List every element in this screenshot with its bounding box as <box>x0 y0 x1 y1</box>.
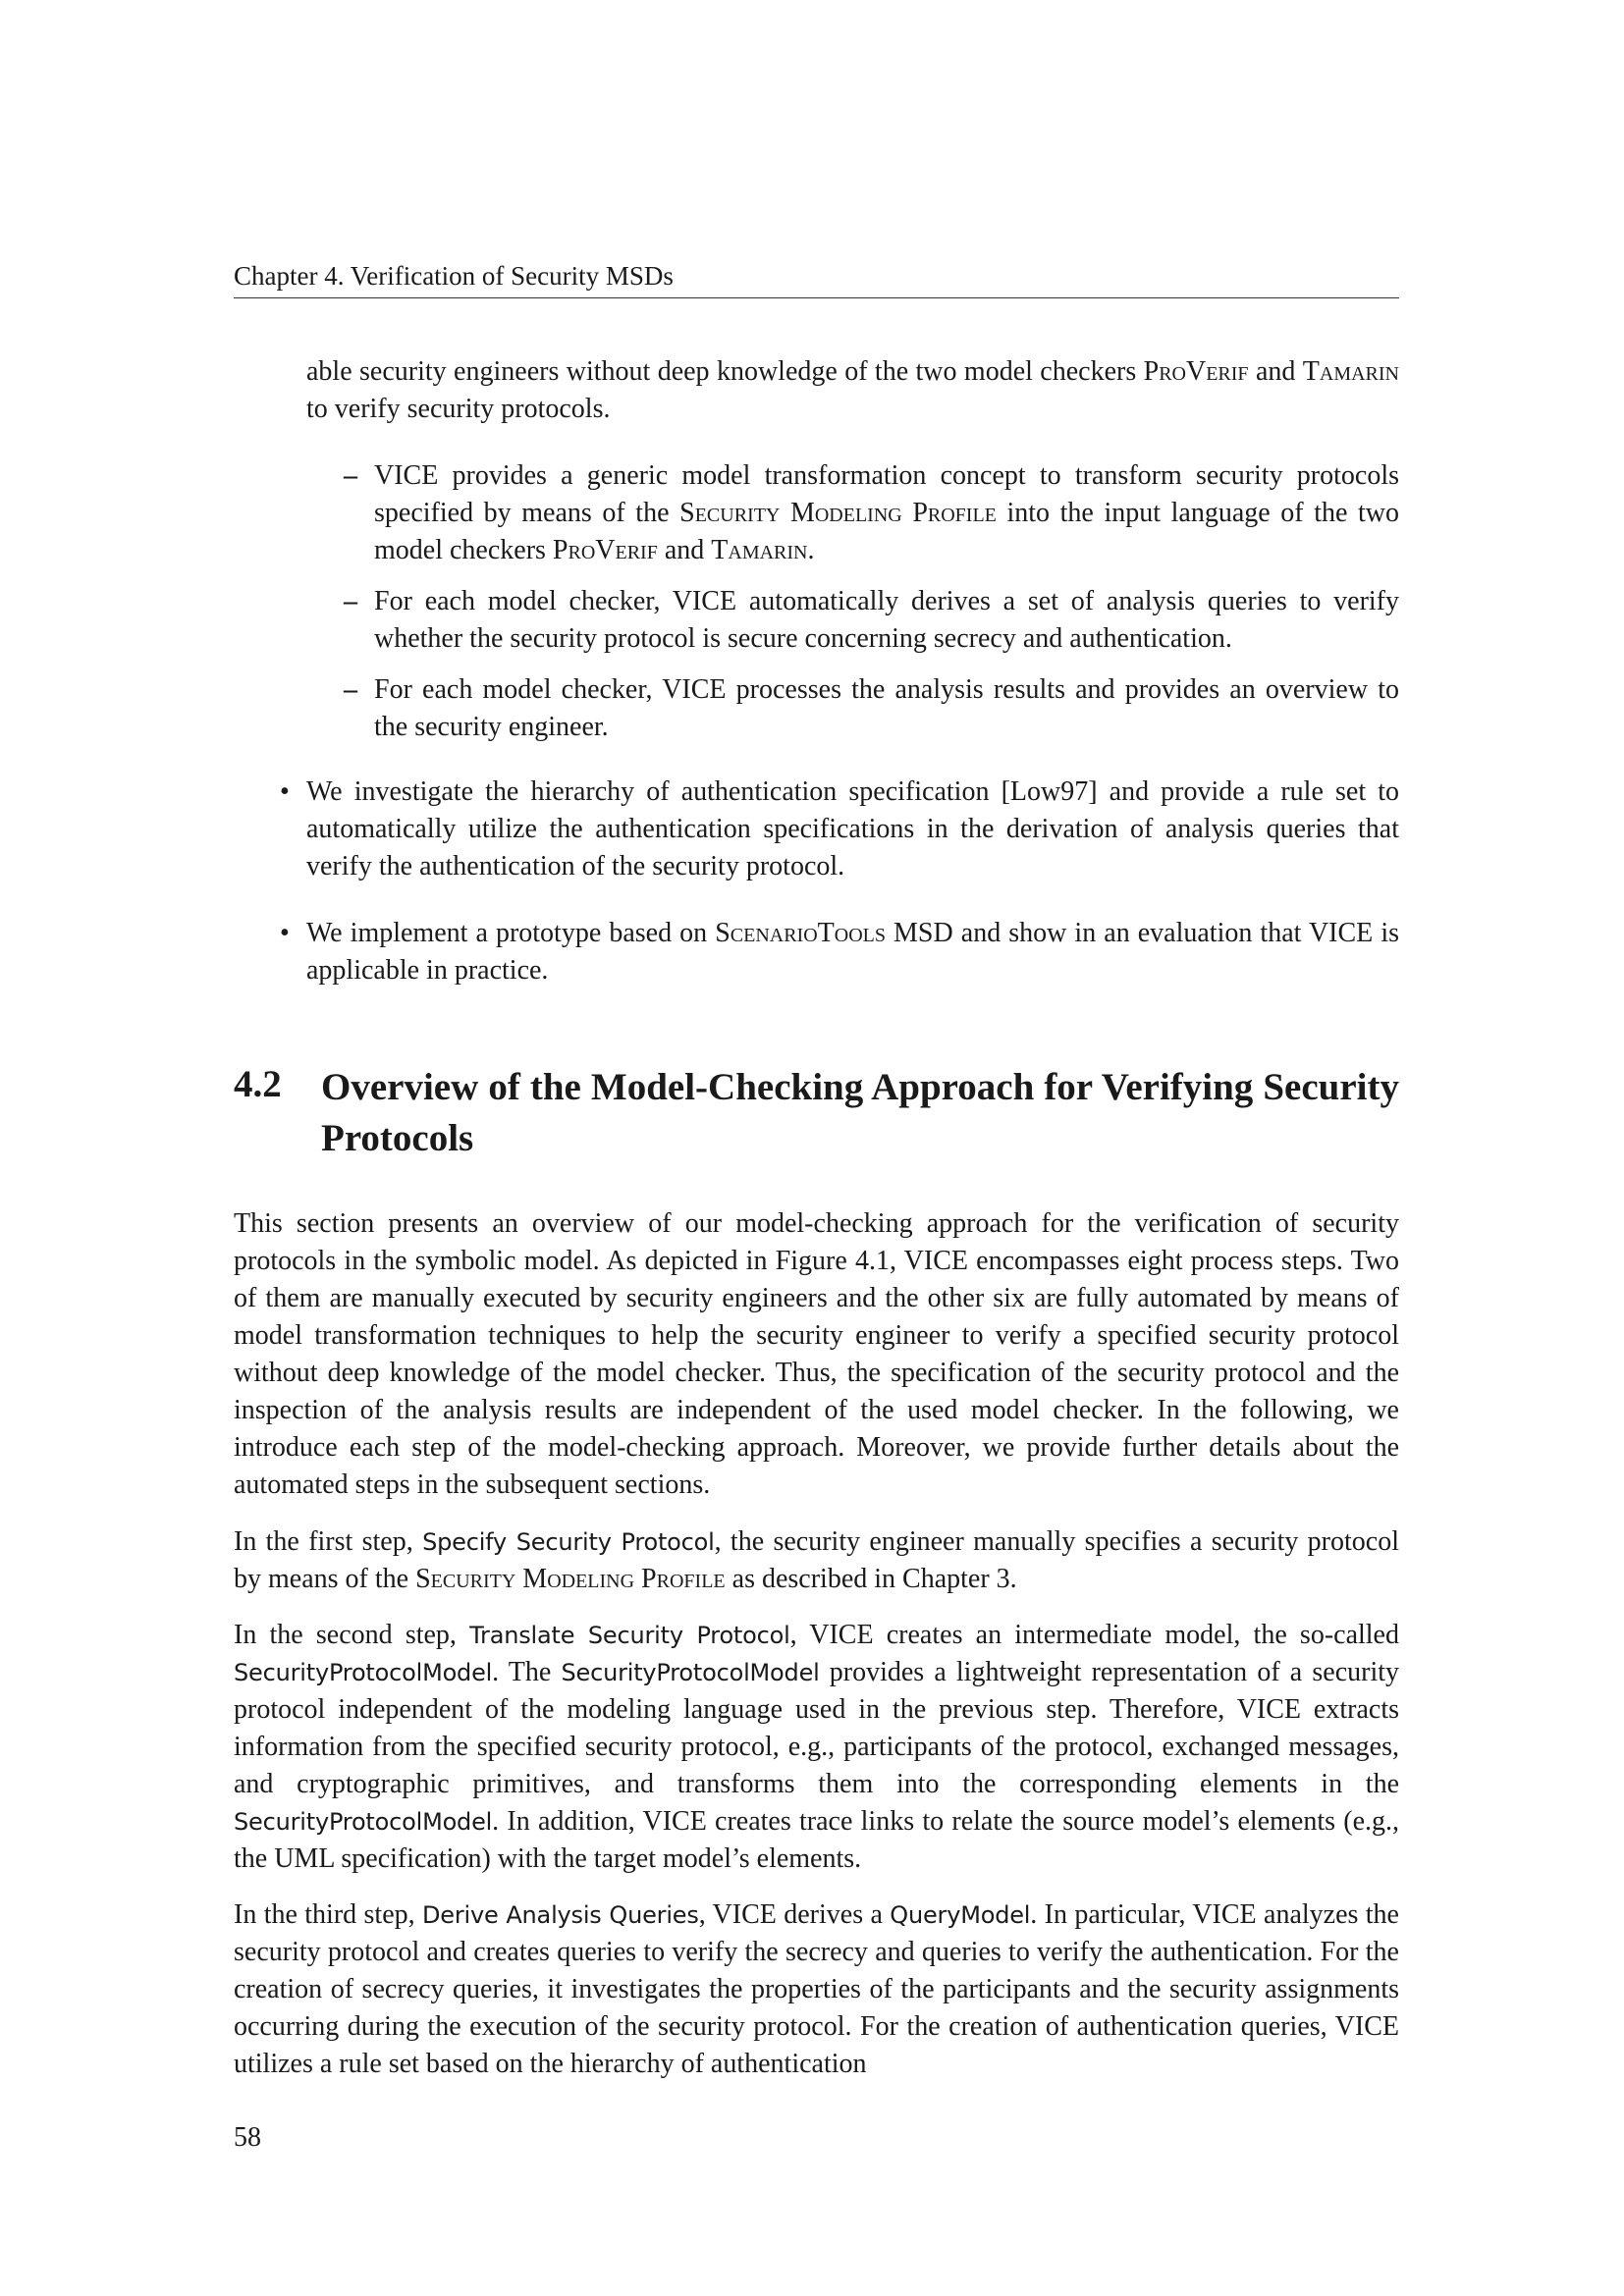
body-paragraph: This section presents an overview of our model-checking approach for the verification of security protocols in the symbolic model. As depicted in Figure 4.1, VICE encompasses eight process steps. Two of them are manually executed by security engineers and the other six are fully automated by means of model transformation techniques to help the security engineer to verify a specified security protocol without deep knowledge of the model checker. Thus, the specification of the security protocol and the inspection of the analysis results are independent of the used model checker. In the following, we introduce each step of the model-checking approach. Moreover, we provide further details about the automated steps in the subsequent sections. <box>234 1208 1399 1500</box>
page-number: 58 <box>234 2122 261 2153</box>
bullet-marker: • <box>280 918 290 948</box>
step-name: Translate Security Protocol <box>469 1622 790 1649</box>
scenariotools-name: ScenarioTools <box>715 918 886 948</box>
body-paragraph: In the third step, Derive Analysis Queries, VICE derives a QueryModel. In particular, VICE analyzes the security protocol and creates queries to verify the secrecy and queries to verify the authentication. For the creation of secrecy queries, it investigates the properties of the participants and the security assignments occurring during the execution of the security protocol. For the creation of authentication queries, VICE utilizes a rule set based on the hierarchy of authentication <box>234 1899 1399 2079</box>
proverif-name: ProVerif <box>1143 356 1249 387</box>
list-item: – For each model checker, VICE automatically derives a set of analysis queries to verify whether the security protocol is secure concerning secrecy and authentication. <box>374 583 1399 658</box>
step-name: Derive Analysis Queries <box>421 1901 699 1929</box>
running-head: Chapter 4. Verification of Security MSDs <box>234 261 1399 298</box>
body-paragraph: In the second step, Translate Security Protocol, VICE creates an intermediate model, the so-called SecurityProtocolModel. The SecurityProtocolModel provides a lightweight representation of a security protocol independent of the modeling language used in the previous step. Therefore, VICE extracts information from the specified security protocol, e.g., participants of the protocol, exchanged messages, and cryptographic primitives, and transforms them into the corresponding elements in the SecurityProtocolModel. In addition, VICE creates trace links to relate the source model’s elements (e.g., the UML specification) with the target model’s elements. <box>234 1620 1399 1874</box>
section-title: Overview of the Model-Checking Approach for Verifying Security Protocols <box>321 1066 1399 1159</box>
dash-marker: – <box>344 674 357 705</box>
bullet-marker: • <box>280 776 290 807</box>
list-item: • We implement a prototype based on ScenarioTools MSD and show in an evaluation that VICE is applicable in practice. <box>306 915 1399 989</box>
step-name: Specify Security Protocol <box>422 1528 715 1556</box>
list-item: – VICE provides a generic model transformation concept to transform security protocols specified by means of the Security Modeling Profile into the input language of the two model checkers ProVerif and Tamarin. <box>374 457 1399 569</box>
list-item: • We investigate the hierarchy of authentication specification [Low97] and provide a rule set to automatically utilize the authentication specifications in the derivation of analysis queries that verify the authentication of the security protocol. <box>306 774 1399 885</box>
section-number: 4.2 <box>234 1063 282 1105</box>
dash-marker: – <box>344 586 357 616</box>
body-paragraph: In the first step, Specify Security Protocol, the security engineer manually specifies a security protocol by means of the Security Modeling Profile as described in Chapter 3. <box>234 1526 1399 1594</box>
intro-paragraph: able security engineers without deep knowledge of the two model checkers ProVerif and Tamarin to verify security protocols. <box>306 356 1399 424</box>
list-item: – For each model checker, VICE processes the analysis results and provides an overview to the security engineer. <box>374 671 1399 746</box>
tamarin-name: Tamarin <box>1302 356 1399 387</box>
dash-marker: – <box>344 460 357 491</box>
